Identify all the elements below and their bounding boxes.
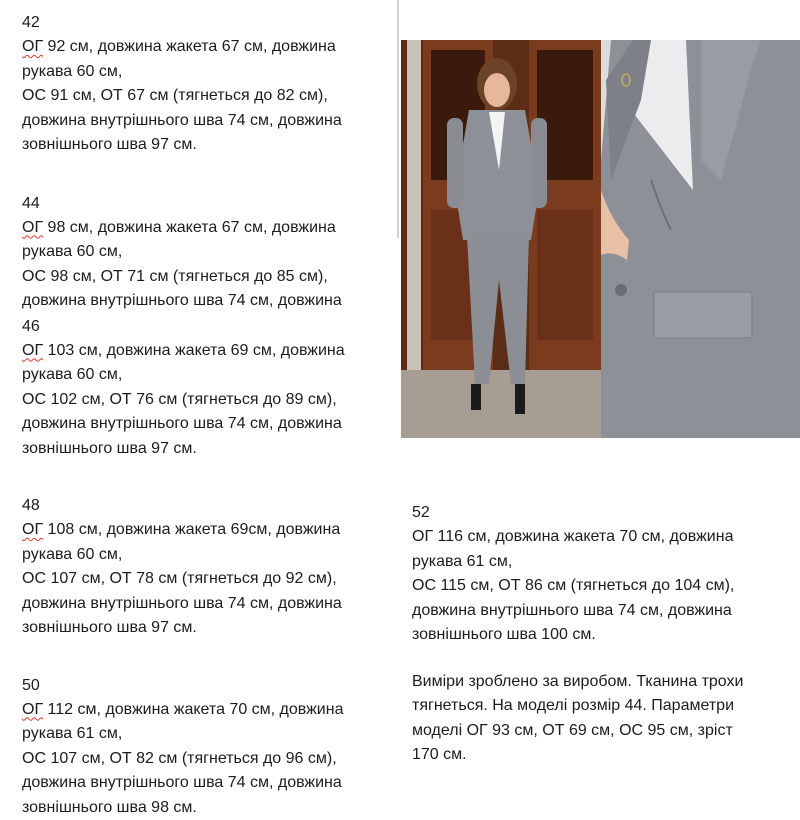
og-abbr: ОГ — [22, 701, 43, 718]
size-block-44 — [22, 191, 394, 314]
size-block-52 — [412, 500, 796, 768]
measurement-line: рукава 60 см, — [22, 240, 394, 265]
measurement-line: рукава 61 см, — [22, 722, 394, 747]
measurement-line: довжина внутрішнього шва 74 см, довжина — [412, 599, 796, 624]
measurement-line: зовнішнього шва 97 см. — [22, 437, 394, 462]
size-number: 52 — [412, 500, 796, 525]
note-line: 170 см. — [412, 743, 796, 768]
measurement-line: ОГ 92 см, довжина жакета 67 см, довжина — [22, 35, 394, 60]
scroll-indicator — [397, 0, 399, 238]
note-line: тягнеться. На моделі розмір 44. Параметри — [412, 694, 796, 719]
measurement-line: довжина внутрішнього шва 74 см, довжина — [22, 592, 394, 617]
measurement-line: зовнішнього шва 97 см. — [22, 616, 394, 641]
measurement-line: рукава 60 см, — [22, 60, 394, 85]
measurement-note — [412, 670, 796, 768]
measurement-line: ОГ 108 см, довжина жакета 69см, довжина — [22, 518, 394, 543]
measurement-line: ОС 115 см, ОТ 86 см (тягнеться до 104 см), — [412, 574, 796, 599]
size-block-42 — [22, 10, 394, 158]
size-number: 46 — [22, 314, 394, 339]
jacket-closeup-photo — [601, 40, 800, 438]
measurement-line: зовнішнього шва 100 см. — [412, 623, 796, 648]
measurement-line: довжина внутрішнього шва 74 см, довжина — [22, 412, 394, 437]
measurement-line: ОГ 98 см, довжина жакета 67 см, довжина — [22, 216, 394, 241]
measurement-line: рукава 60 см, — [22, 543, 394, 568]
og-abbr: ОГ — [22, 38, 43, 55]
measurement-line: рукава 60 см, — [22, 363, 394, 388]
product-photos — [401, 40, 800, 438]
og-abbr: ОГ — [22, 521, 43, 538]
measurement-line: довжина внутрішнього шва 74 см, довжина — [22, 771, 394, 796]
measurement-line: ОГ 112 см, довжина жакета 70 см, довжина — [22, 698, 394, 723]
measurement-line: довжина внутрішнього шва 74 см, довжина — [22, 289, 394, 314]
og-abbr: ОГ — [22, 342, 43, 359]
measurement-line: ОГ 103 см, довжина жакета 69 см, довжина — [22, 339, 394, 364]
measurement-line: ОГ 116 см, довжина жакета 70 см, довжина — [412, 525, 796, 550]
measurement-line: ОС 91 см, ОТ 67 см (тягнеться до 82 см), — [22, 84, 394, 109]
measurement-line: зовнішнього шва 97 см. — [22, 133, 394, 158]
size-block-50 — [22, 673, 394, 820]
size-number: 42 — [22, 10, 394, 35]
measurement-line: ОС 102 см, ОТ 76 см (тягнеться до 89 см), — [22, 388, 394, 413]
size-number: 48 — [22, 493, 394, 518]
size-block-48 — [22, 493, 394, 641]
product-photo-collage — [401, 40, 800, 438]
measurement-line: ОС 107 см, ОТ 82 см (тягнеться до 96 см), — [22, 747, 394, 772]
note-line: моделі ОГ 93 см, ОТ 69 см, ОС 95 см, зріст — [412, 719, 796, 744]
size-number: 44 — [22, 191, 394, 216]
size-number: 50 — [22, 673, 394, 698]
measurement-line: довжина внутрішнього шва 74 см, довжина — [22, 109, 394, 134]
measurement-line: зовнішнього шва 98 см. — [22, 796, 394, 820]
size-list-left — [22, 10, 394, 820]
measurement-line: ОС 107 см, ОТ 78 см (тягнеться до 92 см), — [22, 567, 394, 592]
note-line: Виміри зроблено за виробом. Тканина трохи — [412, 670, 796, 695]
size-block-46 — [22, 314, 394, 462]
model-photo — [401, 40, 601, 438]
measurement-line: рукава 61 см, — [412, 550, 796, 575]
measurement-line: ОС 98 см, ОТ 71 см (тягнеться до 85 см), — [22, 265, 394, 290]
og-abbr: ОГ — [22, 219, 43, 236]
